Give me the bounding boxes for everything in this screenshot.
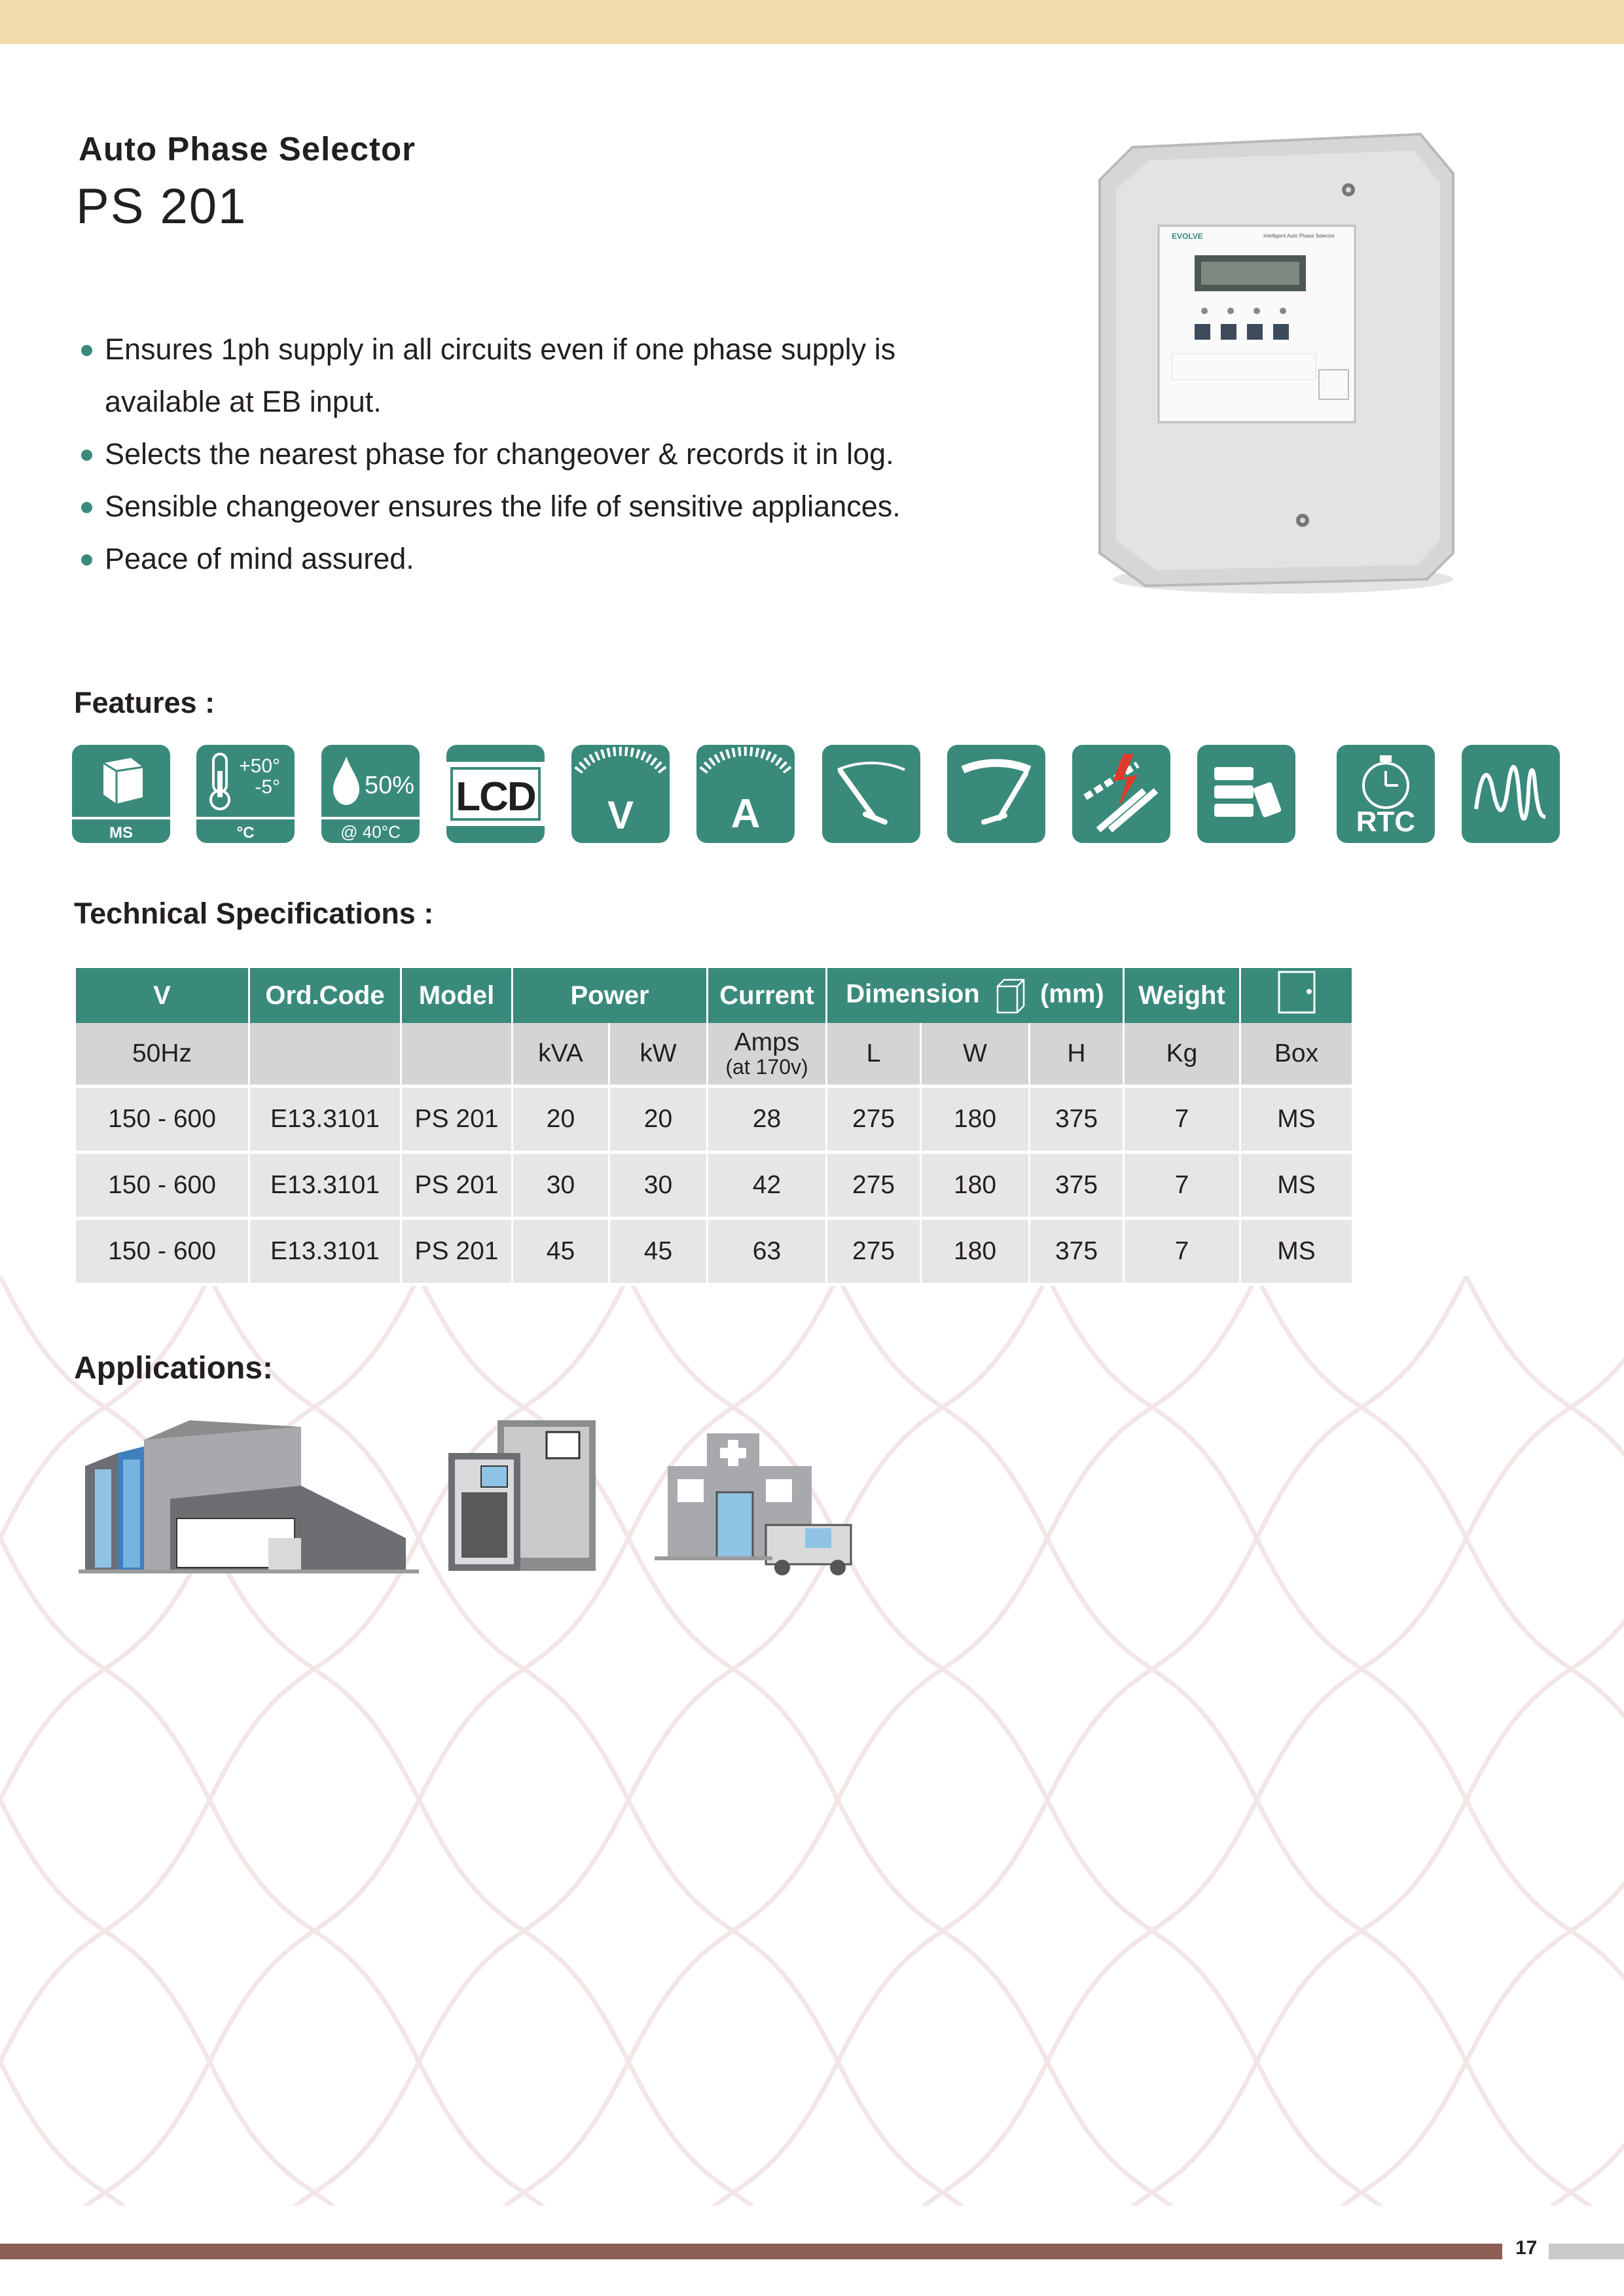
bullet-item: Peace of mind assured.: [79, 533, 995, 585]
lcd-icon: [446, 745, 545, 843]
svg-text:50%: 50%: [364, 772, 415, 799]
feature-bullet-list: [79, 323, 995, 585]
table-row: [76, 1154, 1354, 1220]
cell-kg: 7: [1125, 1088, 1241, 1154]
cell-box: MS: [1241, 1154, 1354, 1220]
col-header-model: Model: [402, 968, 513, 1023]
svg-text:@ 40°C: @ 40°C: [340, 822, 401, 842]
subheader-kw: kW: [610, 1023, 708, 1088]
svg-text:+50°: +50°: [239, 755, 280, 777]
footer-bar-end: [1549, 2244, 1624, 2259]
enclosure-box-icon: [1274, 969, 1320, 1015]
col-header-box: [1241, 968, 1354, 1023]
table-subheader-row: [76, 1023, 1354, 1088]
dimension-box-icon: [994, 976, 1026, 1015]
cell-w: 180: [922, 1088, 1030, 1154]
subheader-l: L: [827, 1023, 922, 1088]
cell-kg: 7: [1125, 1154, 1241, 1220]
svg-text:A: A: [731, 791, 761, 836]
table-row: [76, 1220, 1354, 1286]
bullet-item: Ensures 1ph supply in all circuits even if one phase supply is: [79, 323, 995, 376]
col-header-power: Power: [513, 968, 708, 1023]
subheader-empty: [250, 1023, 402, 1088]
server-ups-icon: [442, 1414, 605, 1577]
col-header-weight: Weight: [1125, 968, 1241, 1023]
cell-amps: 63: [708, 1220, 827, 1286]
cell-ord-code: E13.3101: [250, 1220, 402, 1286]
cell-w: 180: [922, 1154, 1030, 1220]
product-panel-brand: EVOLVE: [1172, 232, 1203, 241]
table-header-row: [76, 968, 1354, 1023]
cell-h: 375: [1030, 1154, 1125, 1220]
footer-bar: [0, 2244, 1502, 2259]
surge-protection-icon: [1072, 745, 1170, 843]
ms-box-icon: [72, 745, 170, 843]
dimension-unit: (mm): [1039, 979, 1104, 1009]
ammeter-icon: [696, 745, 795, 843]
subheader-empty: [402, 1023, 513, 1088]
col-header-ord-code: Ord.Code: [250, 968, 402, 1023]
features-heading: Features :: [74, 686, 215, 719]
cell-kw: 20: [610, 1088, 708, 1154]
subheader-amps: [708, 1023, 827, 1088]
humidity-icon: [321, 745, 420, 843]
cell-model: PS 201: [402, 1220, 513, 1286]
cell-kva: 30: [513, 1154, 610, 1220]
subheader-frequency: 50Hz: [76, 1023, 250, 1088]
svg-text:LCD: LCD: [456, 774, 535, 819]
waveform-icon: [1462, 745, 1560, 843]
svg-text:MS: MS: [109, 824, 133, 842]
bullet-item: Sensible changeover ensures the life of sensitive appliances.: [79, 480, 995, 533]
subheader-w: W: [922, 1023, 1030, 1088]
cell-ord-code: E13.3101: [250, 1154, 402, 1220]
cell-l: 275: [827, 1220, 922, 1286]
product-title: PS 201: [76, 179, 247, 234]
cell-l: 275: [827, 1088, 922, 1154]
voltmeter-icon: [571, 745, 670, 843]
cell-kg: 7: [1125, 1220, 1241, 1286]
cell-voltage: 150 - 600: [76, 1220, 250, 1286]
over-voltage-icon: [947, 745, 1045, 843]
cell-l: 275: [827, 1154, 922, 1220]
cell-box: MS: [1241, 1088, 1354, 1154]
subheader-kg: Kg: [1125, 1023, 1241, 1088]
cell-amps: 28: [708, 1088, 827, 1154]
amps-note: (at 170v): [725, 1054, 808, 1079]
cell-kva: 20: [513, 1088, 610, 1154]
applications-heading: Applications:: [74, 1351, 274, 1386]
subheader-h: H: [1030, 1023, 1125, 1088]
svg-text:V: V: [607, 793, 634, 837]
cell-kw: 30: [610, 1154, 708, 1220]
log-records-icon: [1197, 745, 1295, 843]
svg-text:°C: °C: [236, 824, 255, 842]
svg-text:-5°: -5°: [255, 776, 280, 798]
cell-ord-code: E13.3101: [250, 1088, 402, 1154]
col-header-v: V: [76, 968, 250, 1023]
cell-voltage: 150 - 600: [76, 1154, 250, 1220]
cell-amps: 42: [708, 1154, 827, 1220]
svg-text:RTC: RTC: [1356, 806, 1416, 838]
subheader-kva: kVA: [513, 1023, 610, 1088]
cell-h: 375: [1030, 1088, 1125, 1154]
rtc-clock-icon: [1337, 745, 1435, 843]
table-row: [76, 1088, 1354, 1154]
hospital-icon: [655, 1414, 864, 1577]
tech-specs-heading: Technical Specifications :: [74, 897, 434, 930]
product-panel-text: Intelligent Auto Phase Selector: [1263, 233, 1335, 239]
cell-model: PS 201: [402, 1088, 513, 1154]
cell-kw: 45: [610, 1220, 708, 1286]
cell-box: MS: [1241, 1220, 1354, 1286]
specifications-table: [76, 968, 1354, 1286]
page-number: 17: [1515, 2237, 1538, 2259]
cell-h: 375: [1030, 1220, 1125, 1286]
col-header-current: Current: [708, 968, 827, 1023]
bullet-item: Selects the nearest phase for changeover & records it in log.: [79, 428, 995, 480]
cell-kva: 45: [513, 1220, 610, 1286]
top-band: [0, 0, 1624, 44]
cell-w: 180: [922, 1220, 1030, 1286]
dimension-label: Dimension: [846, 979, 980, 1009]
bullet-item-continuation: available at EB input.: [105, 385, 382, 418]
product-image: [1087, 128, 1460, 599]
under-voltage-icon: [822, 745, 920, 843]
col-header-dimension: [827, 968, 1125, 1023]
amps-label: Amps: [734, 1028, 800, 1056]
cell-model: PS 201: [402, 1154, 513, 1220]
commercial-building-icon: [79, 1414, 419, 1577]
product-subtitle: Auto Phase Selector: [79, 130, 416, 168]
subheader-box: Box: [1241, 1023, 1354, 1088]
temperature-icon: [196, 745, 295, 843]
cell-voltage: 150 - 600: [76, 1088, 250, 1154]
